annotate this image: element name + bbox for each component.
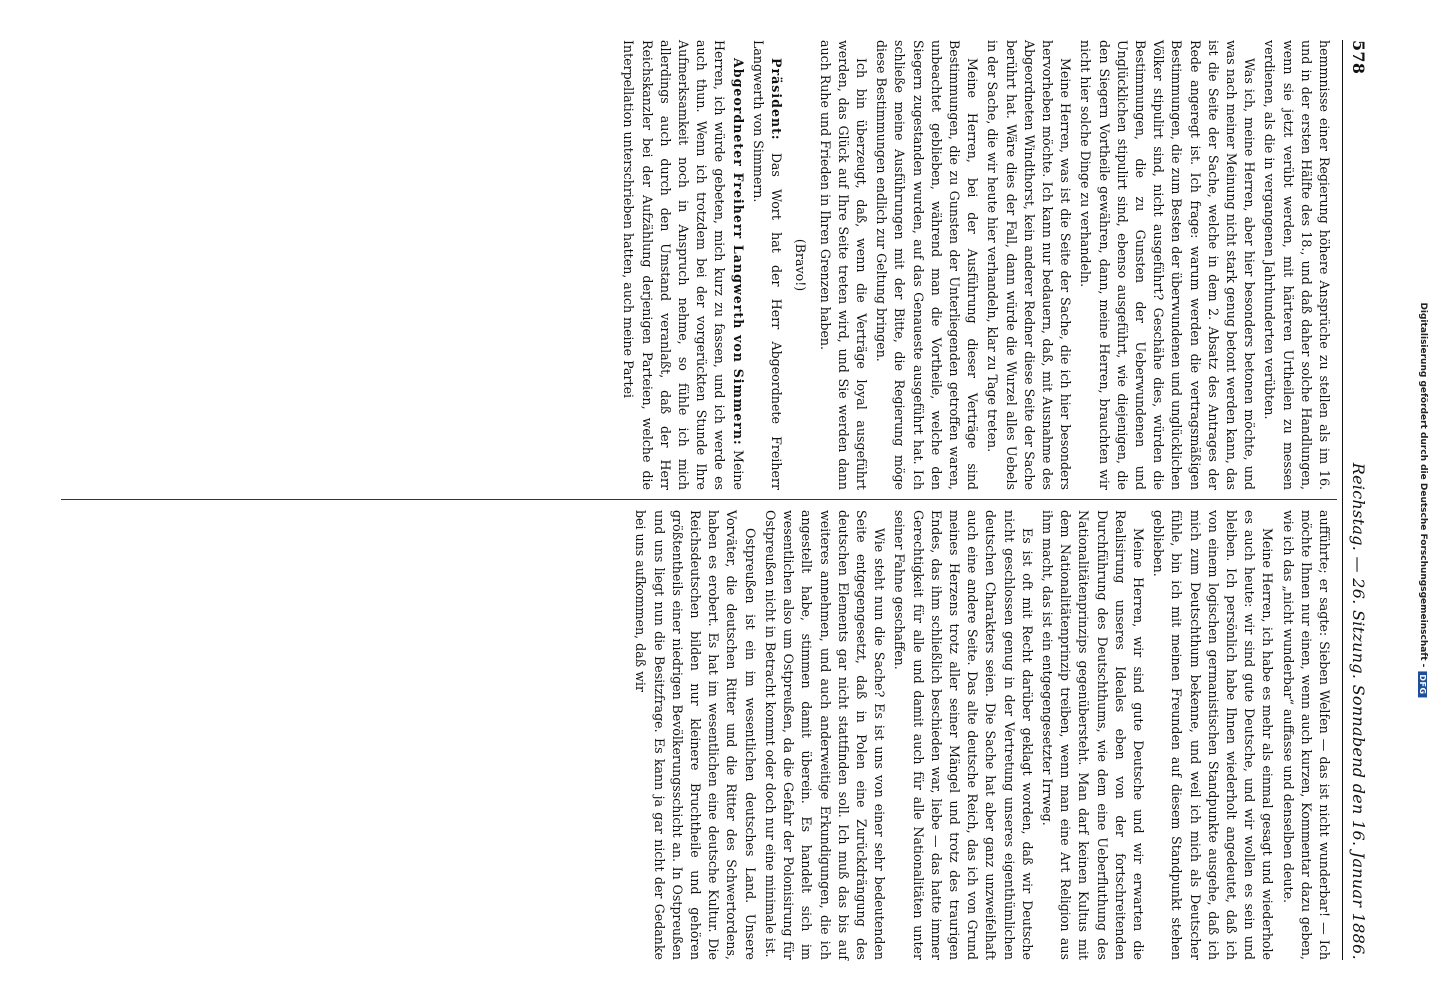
paragraph: Ich bin überzeugt, daß, wenn die Verträge loyal ausgeführt werden, das Glück auf Ihre Seite treten wird, und Sie werden dann auch Ruhe und Frieden in Ihren Grenzen haben. — [817, 40, 869, 490]
paragraph: Ostpreußen ist ein im wesentlichen deutsches Land. Unsere Vorväter, die deutschen Ritter und die Ritter des Schwertordens, haben es erobert. Es hat im wesentlichen eine deutsche Kultur. Die Reichsdeutschen bilden nur kleinere Bruchtheile und gehören größtentheils einer niedrigen Bevölkerungsschicht an. In Ostpreußen und uns liegt nun die Besitzfrage. Es kann ja gar nicht der Gedanke bei uns aufkommen, daß wir — [633, 510, 758, 960]
paragraph: Meine Herren, ich habe es mehr als einmal gesagt und wiederhole es auch heute: wir sind gute Deutsche, und wir wollen es sein und bleiben. Ich persönlich habe Ihnen wiederholt angedeutet, daß ich von einem logischen germanistischen Standpunkte ausgehe, daß ich mich zum Deutschthum bekenne, und weil ich mich als Deutscher fühle, bin ich mit meinen Freunden auf diesem Standpunkt stehen geblieben. — [1151, 510, 1276, 960]
speaker-text: Meine Herren, ich würde gebeten, mich kurz zu fassen, und ich werde es auch thun. Wenn ich trotzdem bei der vorgerückten Stunde Ihre Aufmerksamkeit noch in Anspruch nehme, so fühle ich mich allerdings auch durch den Umstand veranlaßt, daß der Herr Reichskanzler bei der Aufzählung derjenigen Parteien, welche die Interpellation unterschrieben hatten, auch meine Partei — [621, 40, 746, 490]
paragraph: Wie steht nun die Sache? Es ist uns von einer sehr bedeutenden Seite entgegengesetzt, daß in Polen eine Zurückdrängung des deutschen Elements gar nicht stattfinden soll. Ich muß das bis auf weiteres annehmen, und auch anderweitige Erkundigungen, die ich angestellt habe, stimmen damit überein. Es handelt sich im wesentlichen also um Ostpreußen, da die Gefahr der Polonisirung für Ostpreußen nicht in Betracht kommt oder doch nur eine minimale ist. — [762, 510, 888, 960]
text-column-right — [629, 510, 1333, 960]
document-page — [51, 30, 1381, 970]
dfg-logo-icon: DFG — [1419, 671, 1428, 697]
paragraph: Meine Herren, bei der Ausführung dieser Verträge sind Bestimmungen, die zu Gunsten der Unterliegenden getroffen waren, unbeachtet geblieben, während man die Vortheile, welche den Siegern zugestanden wurden, auf das Genaueste ausgeführt hat. Ich schließe meine Ausführungen mit der Bitte, die Regierung möge diese Bestimmungen endlich zur Geltung bringen. — [874, 40, 981, 490]
column-divider — [61, 499, 1337, 500]
page-number: 578 — [1349, 40, 1368, 75]
paragraph: Meine Herren, was ist die Seite der Sache, die ich hier besonders hervorheben möchte. Ich kann nur bedauern, daß, mit Ausnahme des Abgeordneten Windthorst, kein anderer Redner diese Seite der Sache berührt hat. Wäre dies der Fall, dann würde die Wurzel alles Uebels in der Sache, die wir heute hier verhandeln, klar zu Tage treten. — [985, 40, 1074, 490]
header-rule — [1342, 40, 1343, 960]
speaker-label: Abgeordneter Freiherr Langwerth von Simmern: — [730, 58, 746, 446]
speech-paragraph — [619, 40, 746, 490]
page-title: Reichstag. — 26. Sitzung. Sonnabend den 16. Januar 1886. — [1349, 462, 1368, 960]
president-statement — [749, 40, 785, 490]
paragraph: Meine Herren, wir sind gute Deutsche und wir erwarten die Realisirung unseres Ideales eben von der fortschreitenden Durchführung des Deutschthums, wie dem eine Ueberfluthung des Nationalitätenprinzips gegenübersteht. Man darf keinen Kultus mit dem Nationalitätenprinzip treiben, wenn man eine Art Religion aus ihm macht, das ist ein entgegengesetzter Irrweg. — [1039, 510, 1146, 960]
applause-note: (Bravo!) — [793, 238, 809, 292]
paragraph: hemmnisse einer Regierung höhere Ansprüche zu stellen als im 16. und in der ersten Hälfte des 18., und daß daher solche Handlungen, wenn sie jetzt verübt werden, mit härteren Urtheilen zu messen verdienen, als die in vergangenen Jahrhunderten verübten. — [1262, 40, 1332, 490]
paragraph: Was ich, meine Herren, aber hier besonders betonen möchte, und was nach meiner Meinung nicht stark genug betont werden kann, das ist die Seite der Sache, welche in dem 2. Absatz des Antrages der Rede angeregt ist. Ich frage: warum werden die vertragsmäßigen Bestimmungen, die zum Besten der überwundenen und unglücklichen Völker stipulirt sind, nicht ausgeführt? Geschähe dies, würden die Bestimmungen, die zu Gunsten der Ueberwundenen und Unglücklichen stipulirt sind, ebenso ausgeführt, wie diejenigen, die den Siegern Vortheile gewähren, dann, meine Herren, brauchten wir nicht hier solche Dinge zu verhandeln. — [1078, 40, 1258, 490]
paragraph: aufführte; er sagte: Sieben Welfen — das ist nicht wunderbar! — Ich möchte Ihnen nur einen, wenn auch kurzen, Kommentar dazu geben, wie ich das „nicht wunderbar“ auffasse und denselben deute. — [1280, 510, 1332, 960]
paragraph: Es ist oft mit Recht darüber geklagt worden, daß wir Deutsche nicht geschlossen genug in der Vertretung unseres eigenthümlichen deutschen Charakters seien. Die Sache hat aber ganz unzweifelhaft auch eine andere Seite. Das alte deutsche Reich, das ich von Grund meines Herzens trotz aller seiner Mängel und trotz des traurigen Endes, das ihm schließlich beschieden war, liebe — das hatte immer Gerechtigkeit für alle und damit auch für alle Nationalitäten unter seiner Fahne geschaffen. — [892, 510, 1035, 960]
president-label: Präsident: — [769, 58, 785, 141]
digitization-credit-strip — [1414, 0, 1432, 1000]
text-column-left — [617, 40, 1333, 490]
page-header — [1349, 40, 1373, 960]
digitization-credit: Digitalisierung gefördert durch die Deutsche Forschungsgemeinschaft - — [1418, 302, 1428, 668]
president-text: Das Wort hat der Herr Abgeordnete Freiherr Langwerth von Simmern. — [750, 40, 785, 490]
